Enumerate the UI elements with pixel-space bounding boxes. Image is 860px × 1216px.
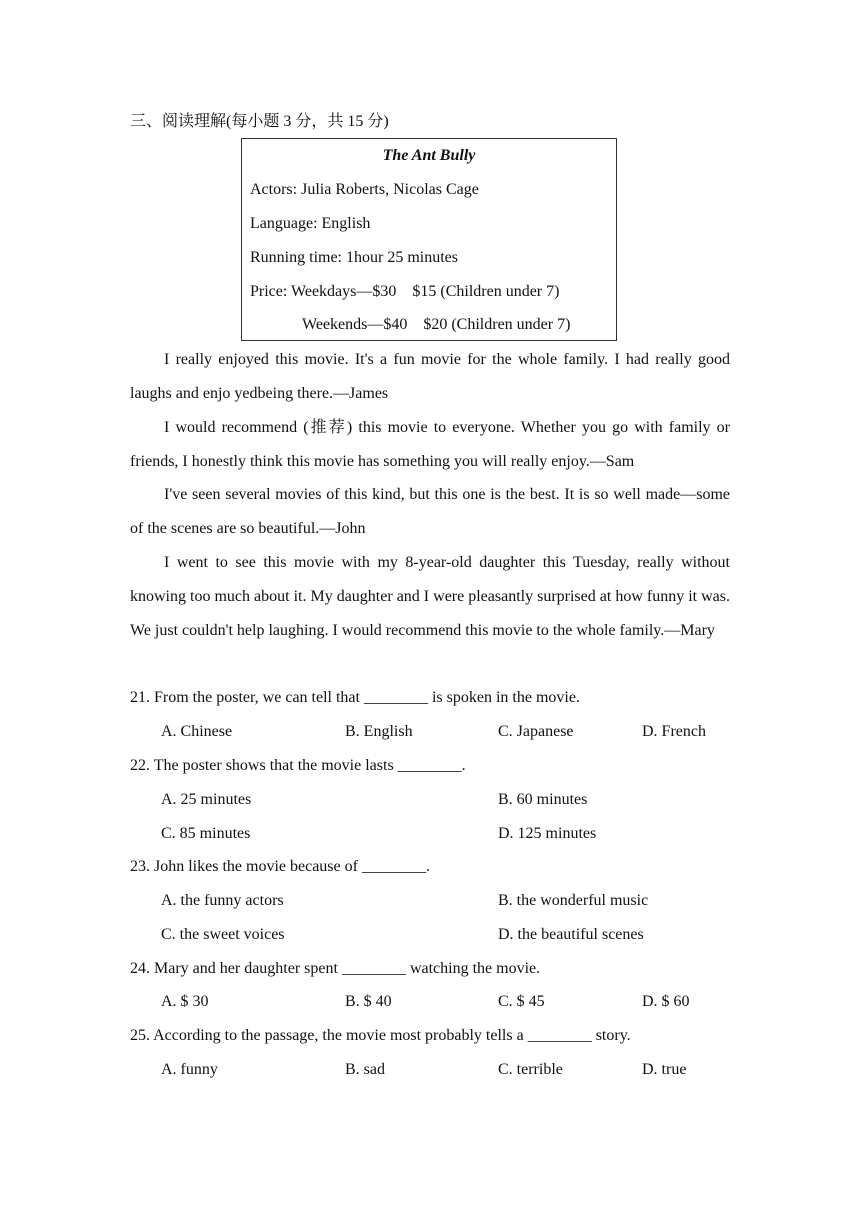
q21-option-b: B. English [345, 723, 413, 740]
review-john: I've seen several movies of this kind, but this one is the best. It is so well made—some of the scenes are so beautiful.—John [130, 486, 730, 537]
review-james: I really enjoyed this movie. It's a fun movie for the whole family. I had really good laughs and enjo yedbeing there.—James [130, 351, 730, 402]
q25-option-c: C. terrible [498, 1061, 563, 1078]
q24-option-d: D. $ 60 [642, 993, 690, 1010]
q21-option-a: A. Chinese [161, 723, 233, 740]
poster-language: Language: English [250, 215, 371, 232]
section-title: 三、阅读理解(每小题 3 分，共 15 分) [130, 113, 389, 130]
q24-option-a: A. $ 30 [161, 993, 209, 1010]
question-25: 25. According to the passage, the movie most probably tells a ________ story. [130, 1027, 631, 1044]
q25-option-d: D. true [642, 1061, 687, 1078]
movie-poster-box [241, 138, 617, 341]
q21-option-d: D. French [642, 723, 706, 740]
poster-actors: Actors: Julia Roberts, Nicolas Cage [250, 181, 479, 198]
q22-option-d: D. 125 minutes [498, 825, 597, 842]
q24-option-c: C. $ 45 [498, 993, 545, 1010]
q22-option-a: A. 25 minutes [161, 791, 252, 808]
review-mary: I went to see this movie with my 8-year-old daughter this Tuesday, really without knowing too much about it. My daughter and I were pleasantly surprised at how funny it was. We just couldn't help laughing. I would recommend this movie to the whole family.—Mary [130, 554, 730, 639]
q25-option-a: A. funny [161, 1061, 218, 1078]
question-23: 23. John likes the movie because of ________. [130, 858, 430, 875]
poster-running-time: Running time: 1hour 25 minutes [250, 249, 458, 266]
q23-option-c: C. the sweet voices [161, 926, 285, 943]
question-24: 24. Mary and her daughter spent ________ watching the movie. [130, 960, 541, 977]
question-21: 21. From the poster, we can tell that ________ is spoken in the movie. [130, 689, 580, 706]
q23-option-a: A. the funny actors [161, 892, 284, 909]
q22-option-c: C. 85 minutes [161, 825, 251, 842]
poster-price-weekends: Weekends—$40 $20 (Children under 7) [302, 316, 571, 333]
review-sam: I would recommend (推荐) this movie to everyone. Whether you go with family or friends, I honestly think this movie has something you will really enjoy.—Sam [130, 419, 730, 470]
q21-option-c: C. Japanese [498, 723, 574, 740]
q25-option-b: B. sad [345, 1061, 385, 1078]
q22-option-b: B. 60 minutes [498, 791, 588, 808]
q24-option-b: B. $ 40 [345, 993, 392, 1010]
poster-price-weekdays: Price: Weekdays—$30 $15 (Children under 7) [250, 283, 560, 300]
q23-option-d: D. the beautiful scenes [498, 926, 644, 943]
question-22: 22. The poster shows that the movie lasts ________. [130, 757, 466, 774]
poster-title: The Ant Bully [382, 147, 476, 164]
q23-option-b: B. the wonderful music [498, 892, 649, 909]
